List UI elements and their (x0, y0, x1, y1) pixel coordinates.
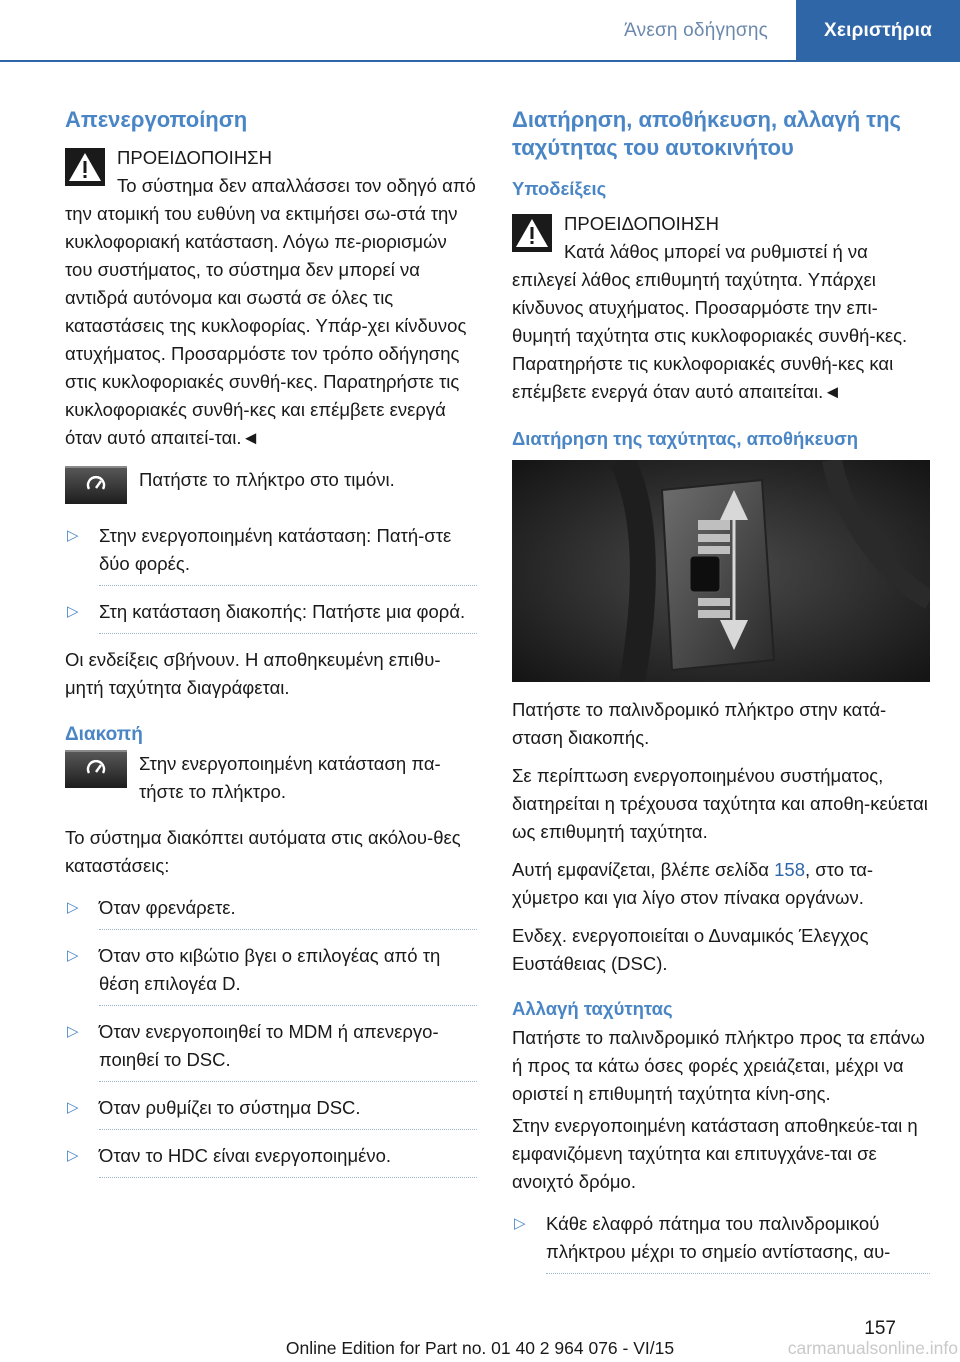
watermark: carmanualsonline.info (787, 1338, 958, 1358)
footer-edition (0, 1338, 960, 1359)
bullet-triangle-icon: ▷ (67, 1099, 79, 1116)
cruise-control-button-icon (65, 750, 127, 788)
change-text-1: Πατήστε το παλινδρομικό πλήκτρο προς τα επάνω ή προς τα κάτω όσες φορές χρειάζεται, μέχρι να οριστεί η επιθυμητή ταχύτητα κίνη-σης. (512, 1027, 925, 1104)
heading-notes: Υποδείξεις (512, 178, 607, 199)
warning-block (65, 144, 477, 452)
warning-title: ΠΡΟΕΙΔΟΠΟΙΗΣΗ (564, 213, 719, 234)
warning-title: ΠΡΟΕΙΔΟΠΟΙΗΣΗ (117, 147, 272, 168)
cruise-control-button-icon (65, 466, 127, 504)
bullet-triangle-icon: ▷ (514, 1215, 526, 1232)
header-tabs (596, 0, 960, 62)
bullet-triangle-icon: ▷ (67, 947, 79, 964)
store-text-1: Πατήστε το παλινδρομικό πλήκτρο στην κατά-σταση διακοπής. (512, 699, 887, 748)
list-item: ▷ Όταν ενεργοποιηθεί το MDM ή απενεργο-ποιηθεί το DSC. (65, 1018, 477, 1082)
change-text-2: Στην ενεργοποιημένη κατάσταση αποθηκεύε-ται η εμφανιζόμενη ταχύτητα και επιτυγχάνε-ται σε ανοιχτό δρόμο. (512, 1115, 918, 1192)
heading-deactivate: Απενεργοποίηση (65, 107, 248, 132)
interrupt-list (65, 894, 477, 1178)
store-text-4: Ενδεχ. ενεργοποιείται ο Δυναμικός Έλεγχος Ευστάθειας (DSC). (512, 925, 869, 974)
list-item: ▷ Όταν ρυθμίζει το σύστημα DSC. (65, 1094, 477, 1130)
list-item: ▷ Κάθε ελαφρό πάτημα του παλινδρομικού πλήκτρου μέχρι το σημείο αντίστασης, αυ- (512, 1210, 930, 1274)
auto-interrupt-text: Το σύστημα διακόπτει αυτόματα στις ακόλου-θες καταστάσεις: (65, 827, 461, 876)
bullet-triangle-icon: ▷ (67, 603, 79, 620)
change-list (512, 1210, 930, 1274)
list-item: ▷ Στη κατάσταση διακοπής: Πατήστε μια φορά. (65, 598, 477, 634)
button-instruction-row (65, 466, 477, 504)
indicators-text: Οι ενδείξεις σβήνουν. Η αποθηκευμένη επιθυ-μητή ταχύτητα διαγράφεται. (65, 649, 441, 698)
tab-controls[interactable]: Χειριστήρια (796, 0, 960, 62)
list-item: ▷ Στην ενεργοποιημένη κατάσταση: Πατή-στε δύο φορές. (65, 522, 477, 586)
steering-wheel-rocker-switch-photo (512, 460, 930, 682)
page-number: 157 (864, 1318, 896, 1339)
list-item: ▷ Όταν φρενάρετε. (65, 894, 477, 930)
button-instruction-text: Πατήστε το πλήκτρο στο τιμόνι. (139, 469, 395, 490)
bullet-triangle-icon: ▷ (67, 899, 79, 916)
heading-change-speed: Αλλαγή ταχύτητας (512, 998, 673, 1019)
bullet-triangle-icon: ▷ (67, 1147, 79, 1164)
left-column (65, 100, 477, 1190)
heading-maintain-store-change: Διατήρηση, αποθήκευση, αλλαγή της ταχύτητας του αυτοκινήτου (512, 107, 901, 160)
warning-block (512, 210, 930, 406)
bullet-triangle-icon: ▷ (67, 1023, 79, 1040)
page-reference-link[interactable]: 158 (774, 859, 806, 880)
warning-text: Το σύστημα δεν απαλλάσσει τον οδηγό από την ατομική του ευθύνη να εκτιμήσει σω-στά την κυκλοφοριακή κατάσταση. Λόγω πε-ριορισμών του συστήματος, το σύστημα δεν μπορεί να αντιδρά αυτόνομα και σωστά σε όλες τις καταστάσεις της κυκλοφορίας. Υπάρ-χει κίνδυνος ατυχήματος. Προσαρμόστε τον τρόπο οδήγησης στις κυκλοφοριακές συνθή-κες. Παρατηρήστε τις κυκλοφοριακές συνθή-κες και επέμβετε ενεργά όταν αυτό απαιτεί-ται.◄ (65, 175, 476, 448)
right-column (512, 100, 930, 1286)
tab-driving-comfort[interactable]: Άνεση οδήγησης (596, 0, 796, 62)
deactivate-list (65, 522, 477, 634)
list-item: ▷ Όταν το HDC είναι ενεργοποιημένο. (65, 1142, 477, 1178)
warning-triangle-icon (512, 214, 552, 252)
store-text-2: Σε περίπτωση ενεργοποιημένου συστήματος, διατηρείται η τρέχουσα ταχύτητα και αποθη-κεύεται ως επιθυμητή ταχύτητα. (512, 765, 928, 842)
warning-text: Κατά λάθος μπορεί να ρυθμιστεί ή να επιλεγεί λάθος επιθυμητή ταχύτητα. Υπάρχει κίνδυνος ατυχήματος. Προσαρμόστε την επι-θυμητή ταχύτητα στις κυκλοφοριακές συνθή-κες. Παρατηρήστε τις κυκλοφοριακές συνθή-κες και επέμβετε ενεργά όταν αυτό απαιτείται.◄ (512, 241, 908, 402)
store-text-3: Αυτή εμφανίζεται, βλέπε σελίδα 158, στο τα-χύμετρο και για λίγο στον πίνακα οργάνων. (512, 859, 874, 908)
header-divider (0, 60, 960, 62)
edition-text: Online Edition for Part no. 01 40 2 964 076 - VI/15 (285, 1338, 675, 1358)
heading-store-speed: Διατήρηση της ταχύτητας, αποθήκευση (512, 428, 859, 449)
warning-triangle-icon (65, 148, 105, 186)
interrupt-button-text: Στην ενεργοποιημένη κατάσταση πα-τήστε το πλήκτρο. (139, 753, 441, 802)
list-item: ▷ Όταν στο κιβώτιο βγει ο επιλογέας από τη θέση επιλογέα D. (65, 942, 477, 1006)
bullet-triangle-icon: ▷ (67, 527, 79, 544)
heading-interrupt: Διακοπή (65, 724, 143, 745)
interrupt-button-row (65, 750, 477, 806)
